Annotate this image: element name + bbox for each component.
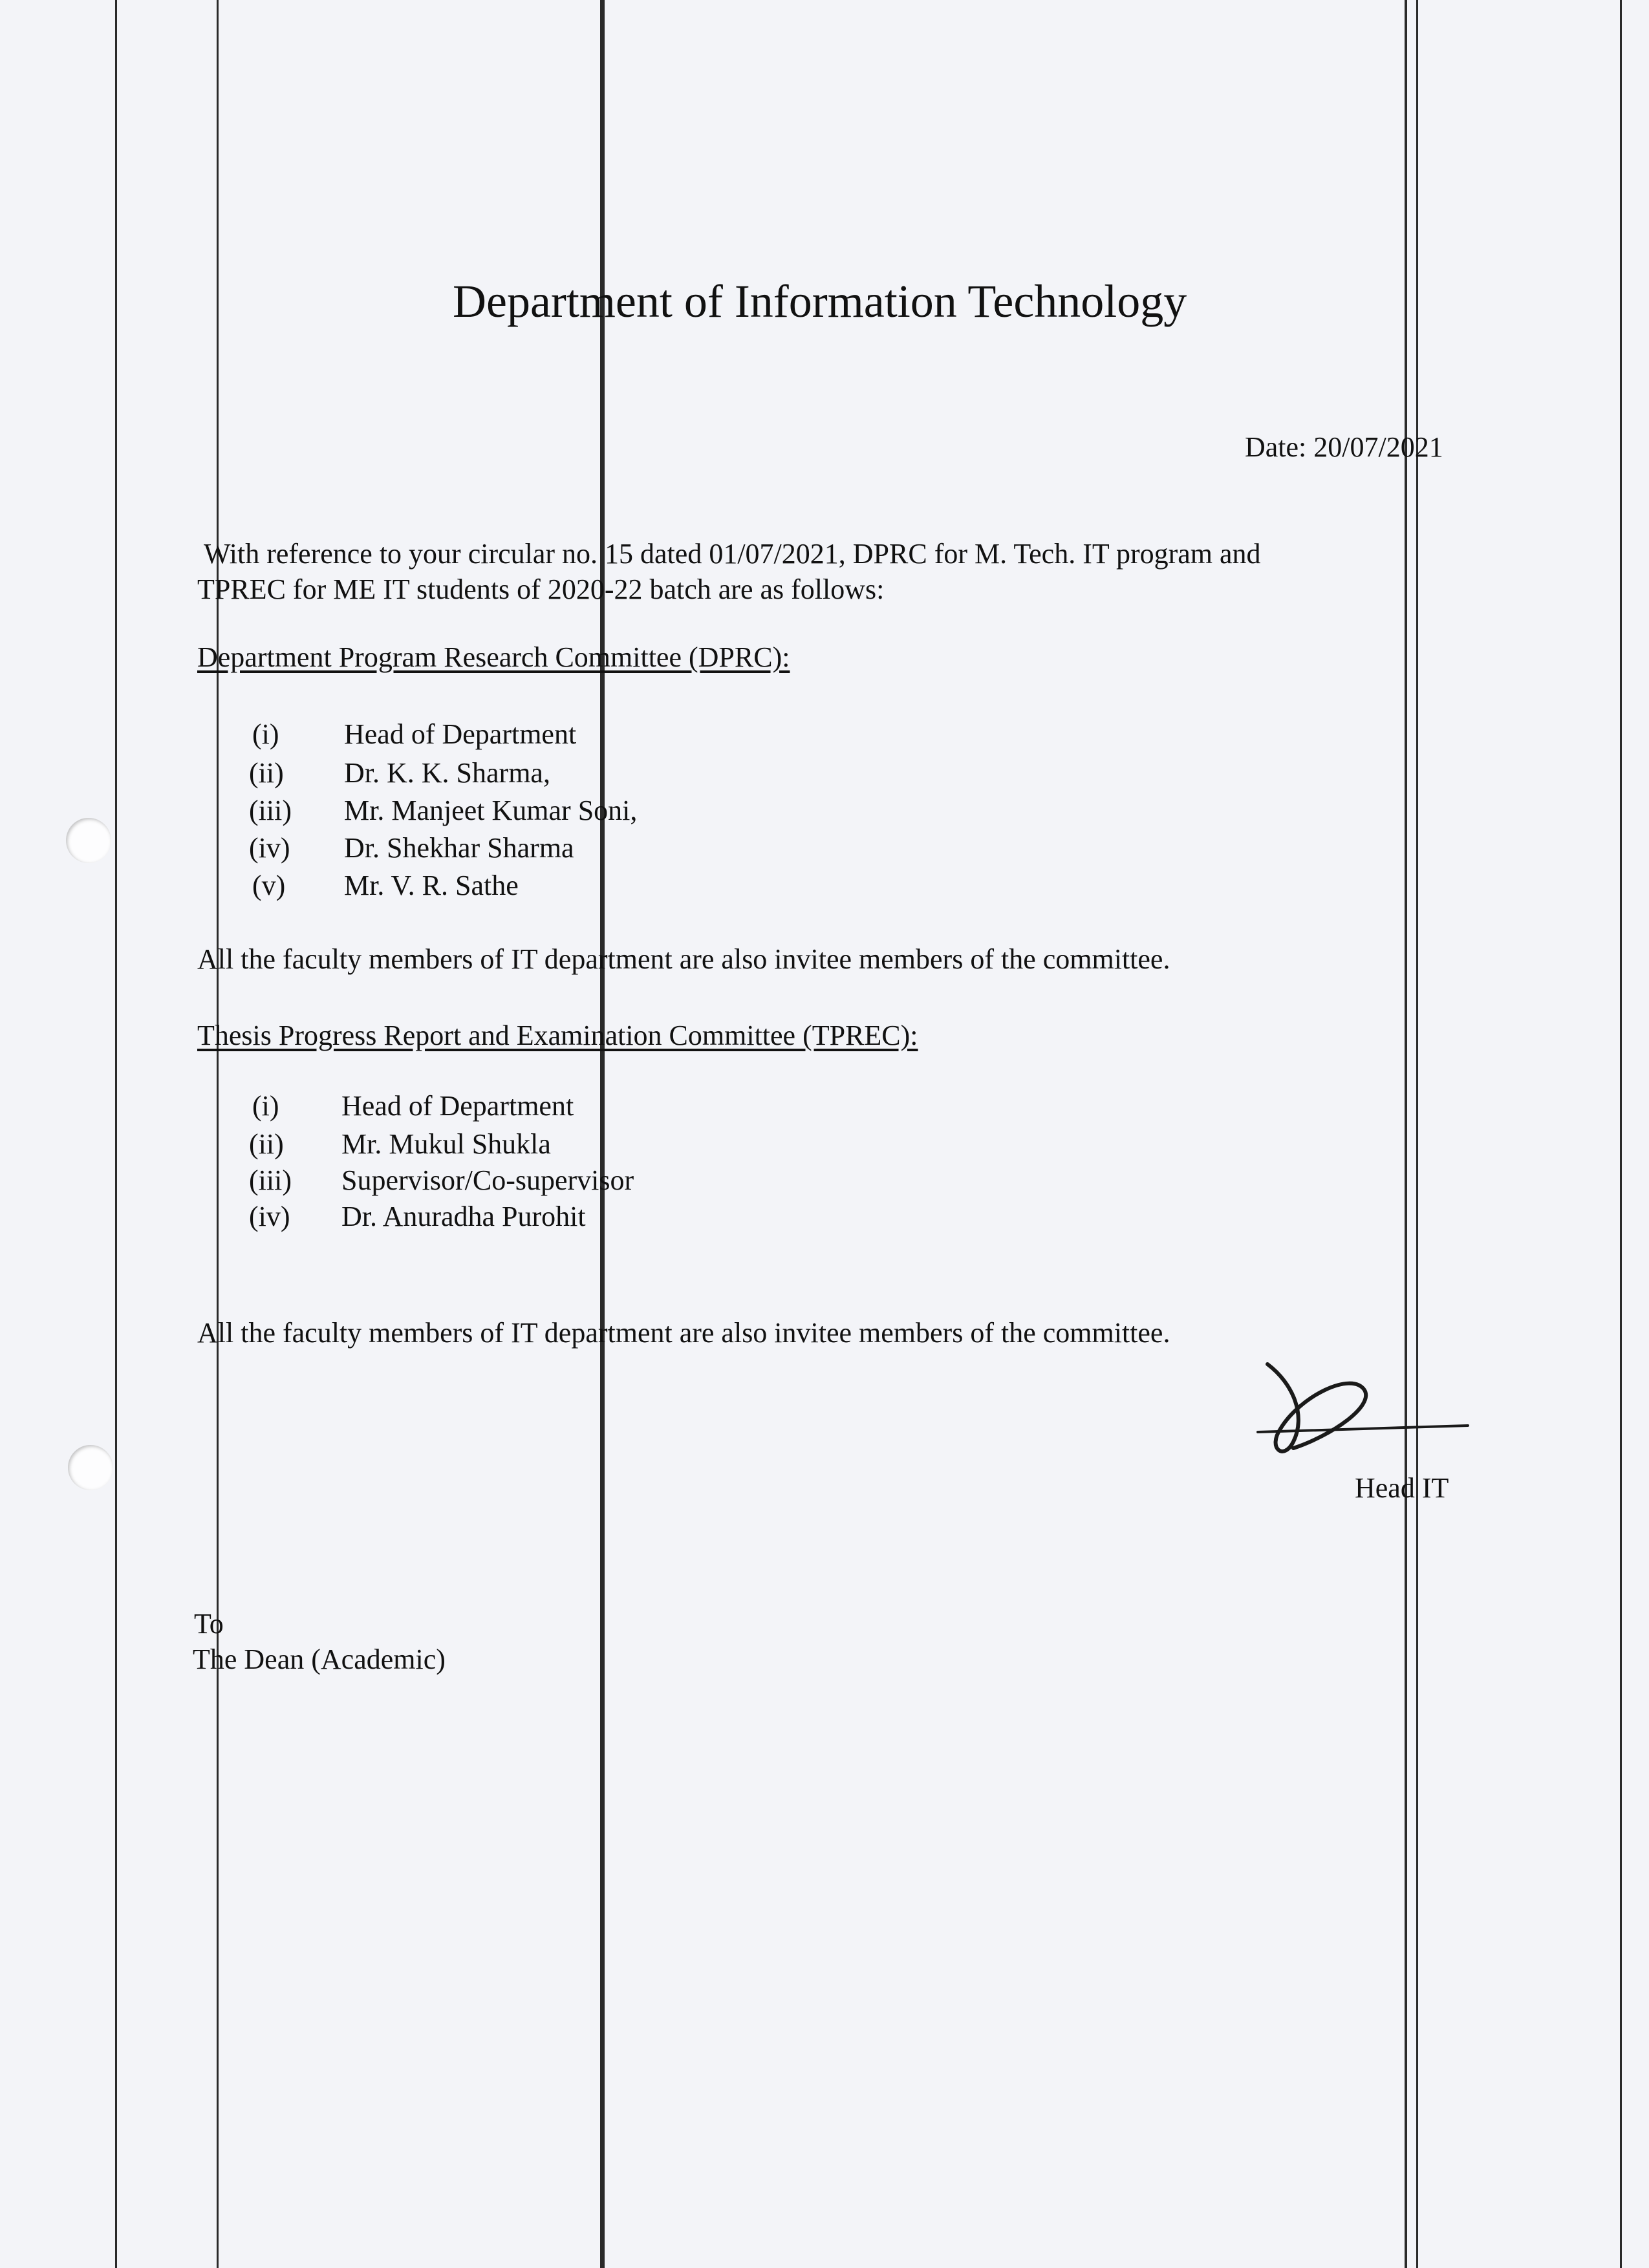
recipient-to: To	[194, 1608, 224, 1640]
list-item-number: (ii)	[249, 1128, 284, 1160]
scan-line-right-1	[1405, 0, 1407, 2268]
signatory-title: Head IT	[1355, 1472, 1449, 1504]
list-item-number: (iii)	[249, 795, 292, 826]
list-item-number: (iv)	[249, 832, 290, 864]
punch-hole-bottom	[68, 1445, 113, 1490]
scan-line-center	[600, 0, 605, 2268]
list-item-text: Mr. Manjeet Kumar Soni,	[344, 795, 638, 826]
list-item-text: Mr. V. R. Sathe	[344, 870, 519, 901]
intro-line-1: With reference to your circular no. 15 dated 01/07/2021, DPRC for M. Tech. IT program and	[204, 538, 1261, 570]
tprec-heading: Thesis Progress Report and Examination Committee (TPREC):	[197, 1020, 918, 1051]
list-item-text: Dr. Shekhar Sharma	[344, 832, 574, 864]
tprec-note: All the faculty members of IT department are also invitee members of the committee.	[197, 1317, 1170, 1349]
dprc-heading: Department Program Research Committee (DPRC):	[197, 641, 790, 673]
dprc-note: All the faculty members of IT department are also invitee members of the committee.	[197, 943, 1170, 975]
list-item-text: Supervisor/Co-supervisor	[341, 1164, 634, 1196]
scan-line-right-2	[1416, 0, 1418, 2268]
list-item-number: (i)	[252, 1090, 279, 1122]
punch-hole-top	[66, 818, 111, 863]
recipient-name: The Dean (Academic)	[193, 1643, 446, 1675]
scan-line-edge	[1620, 0, 1622, 2268]
list-item-number: (iii)	[249, 1164, 292, 1196]
list-item-number: (iv)	[249, 1201, 290, 1232]
list-item-number: (ii)	[249, 757, 284, 789]
list-item-text: Dr. K. K. Sharma,	[344, 757, 550, 789]
letter-date: Date: 20/07/2021	[1245, 431, 1443, 463]
list-item-text: Mr. Mukul Shukla	[341, 1128, 551, 1160]
list-item-number: (i)	[252, 718, 279, 750]
signature	[1255, 1358, 1474, 1468]
list-item-number: (v)	[252, 870, 286, 901]
intro-line-2: TPREC for ME IT students of 2020-22 batch are as follows:	[197, 573, 885, 605]
scan-line-left-2	[217, 0, 219, 2268]
list-item-text: Dr. Anuradha Purohit	[341, 1201, 586, 1232]
list-item-text: Head of Department	[341, 1090, 574, 1122]
page-title: Department of Information Technology	[453, 275, 1187, 327]
scan-line-left-1	[115, 0, 117, 2268]
list-item-text: Head of Department	[344, 718, 577, 750]
